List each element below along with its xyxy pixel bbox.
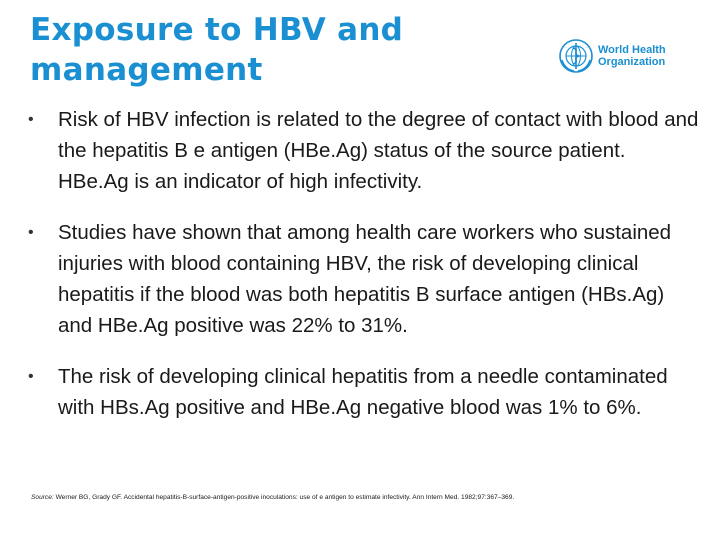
bullet-item	[28, 104, 700, 197]
bullet-list	[28, 104, 700, 443]
bullet-text: The risk of developing clinical hepatitis from a needle contaminated with HBs.Ag positive and HBe.Ag negative blood was 1% to 6%.	[58, 365, 668, 419]
title-line-2: management	[30, 52, 263, 88]
bullet-marker: •	[28, 224, 34, 241]
who-emblem-icon	[558, 38, 594, 74]
bullet-text: Studies have shown that among health care workers who sustained injuries with blood containing HBV, the risk of developing clinical hepatitis if the blood was both hepatitis B surface antigen (HBs.Ag) and HBe.Ag positive was 22% to 31%.	[58, 221, 672, 337]
source-text: Werner BG, Grady GF. Accidental hepatitis-B-surface-antigen-positive inoculations: use of e antigen to estimate infectivity. Ann Intern Med. 1982;97:367–369.	[53, 494, 515, 501]
logo-text-line-2: Organization	[598, 56, 666, 68]
bullet-item	[28, 217, 700, 341]
source-citation	[31, 494, 514, 501]
who-logo	[558, 38, 678, 74]
bullet-item	[28, 361, 700, 423]
source-label: Source:	[31, 494, 54, 501]
logo-text-line-1: World Health	[598, 44, 666, 56]
title-line-1: Exposure to HBV and	[30, 12, 404, 48]
logo-wordmark	[598, 44, 666, 68]
bullet-text: Risk of HBV infection is related to the degree of contact with blood and the hepatitis B e antigen (HBe.Ag) status of the source patient. HBe.Ag is an indicator of high infectivity.	[58, 108, 699, 193]
bullet-marker: •	[28, 368, 34, 385]
slide-title	[30, 10, 470, 90]
bullet-marker: •	[28, 111, 34, 128]
